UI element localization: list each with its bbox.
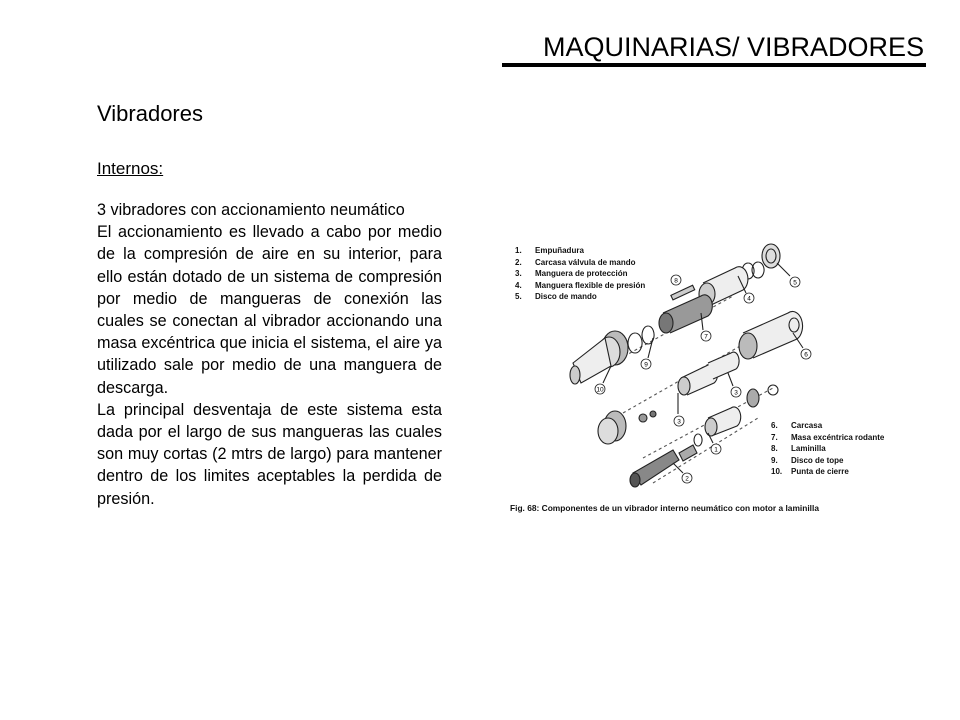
legend-item xyxy=(771,420,884,432)
callout-number: 7 xyxy=(704,333,708,341)
legend-item xyxy=(515,245,645,257)
legend-item-label: Punta de cierre xyxy=(791,467,849,476)
callout-number: 10 xyxy=(596,386,604,394)
paragraph-disadvantage: La principal desventaja de este sistema esta dada por el largo de sus mangueras las cuales son muy cortas (2 mtrs de largo) para mantener dentro de los limites aceptables la perdida de presión. xyxy=(97,400,442,508)
legend-item-number: 7. xyxy=(771,432,778,442)
section-subtitle: Internos: xyxy=(97,159,164,178)
section-title: Vibradores xyxy=(97,101,203,126)
callout-number: 8 xyxy=(674,277,678,285)
callout-number: 1 xyxy=(714,446,718,454)
legend-item-label: Laminilla xyxy=(791,444,826,453)
legend-item-number: 10. xyxy=(771,467,783,476)
legend-item xyxy=(515,280,645,292)
legend-item xyxy=(771,443,884,455)
figure-legend-left xyxy=(515,245,645,303)
callout-number: 4 xyxy=(747,295,751,303)
legend-item-number: 9. xyxy=(771,455,778,465)
callout-number: 3 xyxy=(734,389,738,397)
legend-item-number: 4. xyxy=(515,280,522,290)
legend-item xyxy=(515,268,645,280)
legend-item-label: Manguera flexible de presión xyxy=(535,280,646,290)
legend-item-label: Empuñadura xyxy=(535,246,584,255)
legend-item-number: 3. xyxy=(515,269,522,278)
figure-legend-right xyxy=(771,420,884,478)
legend-item-label: Disco de tope xyxy=(791,455,844,465)
callout-number: 3 xyxy=(677,418,681,426)
legend-item xyxy=(771,432,884,444)
paragraph-description: El accionamiento es llevado a cabo por medio de la compresión de aire en su interior, para ello están dotado de un sistema de compresión por medio de mangueras de conexión las cuales se conectan al vibrador accionando una masa excéntrica que inicia el sistema, el aire ya utilizado sale por medio de una manguera de descarga. xyxy=(97,223,442,397)
legend-item-number: 6. xyxy=(771,421,778,430)
legend-item xyxy=(771,466,884,478)
legend-item-label: Carcasa válvula de mando xyxy=(535,257,636,267)
callout-number: 6 xyxy=(804,351,808,359)
exploded-view-figure xyxy=(503,238,900,522)
header-underline xyxy=(502,63,926,67)
legend-item xyxy=(515,257,645,269)
callout-number: 5 xyxy=(793,279,797,287)
legend-item-label: Masa excéntrica rodante xyxy=(791,432,885,442)
body-text xyxy=(97,199,442,510)
legend-item-label: Carcasa xyxy=(791,421,823,430)
legend-item-label: Disco de mando xyxy=(535,292,597,301)
legend-item-number: 2. xyxy=(515,257,522,267)
legend-item xyxy=(515,291,645,303)
legend-item-label: Manguera de protección xyxy=(535,269,628,278)
legend-item-number: 1. xyxy=(515,246,522,255)
figure-caption: Fig. 68: Componentes de un vibrador interno neumático con motor a laminilla xyxy=(510,503,819,513)
paragraph-intro: 3 vibradores con accionamiento neumático xyxy=(97,201,405,219)
callout-number: 9 xyxy=(644,361,648,369)
callout-number: 2 xyxy=(685,475,689,483)
legend-item-number: 8. xyxy=(771,444,778,453)
legend-item-number: 5. xyxy=(515,292,522,301)
legend-item xyxy=(771,455,884,467)
page-header-title: MAQUINARIAS/ VIBRADORES xyxy=(543,32,925,62)
